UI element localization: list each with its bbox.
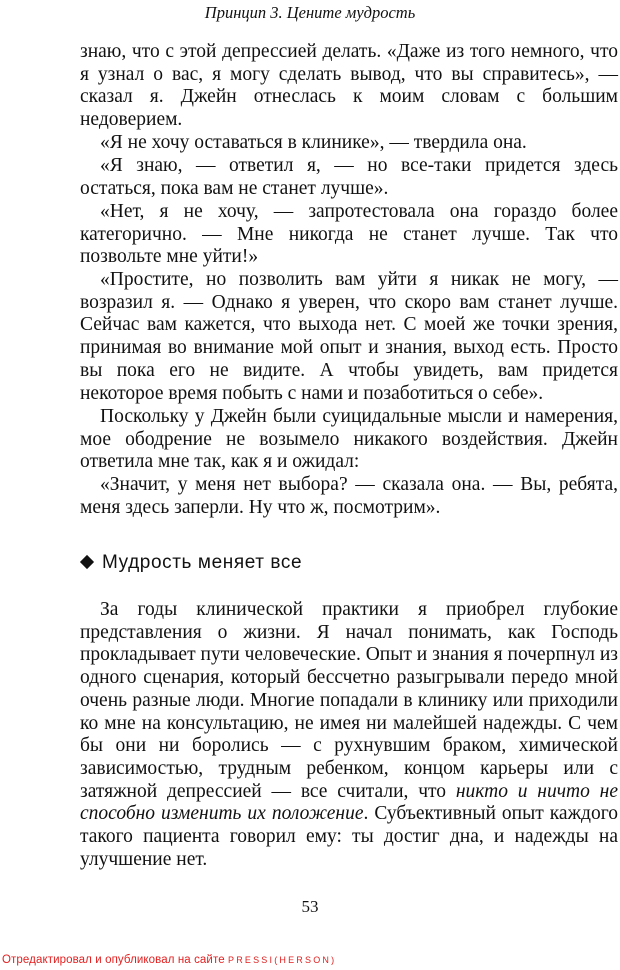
paragraph-continuation: знаю, что с этой депрессией делать. «Даже из того немного, что я узнал о вас, я могу сделать вывод, что вы справитесь», — сказал я. Джейн отнеслась к моим словам с большим недоверием. (80, 41, 618, 131)
paragraph-dialogue-5: «Значит, у меня нет выбора? — сказала она. — Вы, ребята, меня здесь заперли. Ну что ж, посмотрим». (80, 474, 618, 518)
section-paragraph (80, 599, 618, 871)
section-heading-text: Мудрость меняет все (102, 552, 303, 573)
emphasis-text: никто и ничто не способно изменить их положение (80, 780, 618, 825)
watermark (2, 954, 336, 966)
paragraph-dialogue-2: «Я знаю, — ответил я, — но все-таки придется здесь остаться, пока вам не станет лучше». (80, 155, 618, 199)
diamond-bullet-icon (80, 555, 94, 569)
paragraph-dialogue-4: «Простите, но позволить вам уйти я никак не могу, — возразил я. — Однако я уверен, что скоро вам станет лучше. Сейчас вам кажется, что выхода нет. С моей же точки зрения, принимая во внимание мой опыт и знания, выход есть. Просто вы пока его не видите. А чтобы увидеть, вам придется некоторое время побыть с нами и позаботиться о себе». (80, 269, 618, 404)
watermark-brand: PRESSI(HERSON) (228, 955, 337, 965)
paragraph-dialogue-1: «Я не хочу оставаться в клинике», — твердила она. (100, 132, 527, 153)
paragraph-dialogue-3: «Нет, я не хочу, — запротестовала она гораздо более категорично. — Мне никогда не станет лучше. Так что позвольте мне уйти!» (80, 201, 618, 268)
paragraph-narration: Поскольку у Джейн были суицидальные мысли и намерения, мое ободрение не возымело никакого воздействия. Джейн ответила мне так, как я и ожидал: (80, 406, 618, 473)
section-paragraph-ending: . Субъективный опыт каждого такого пациента говорил ему: ты достиг дна, и надежды на улучшение нет. (80, 803, 618, 870)
section-paragraph-text: За годы клинической практики я приобрел глубокие представления о жизни. Я начал понимать, как Господь прокладывает пути человеческие. Опыт и знания я почерпнул из одного сценария, который бессчетно разыгрывали передо мной очень разные люди. Многие попадали в клинику или приходили ко мне на консультацию, не имея ни малейшей надежды. С чем бы они ни боролись — с рухнувшим браком, химической зависимостью, трудным ребенком, концом карьеры или с затяжной депрессией — все считали, что (80, 599, 618, 802)
watermark-text: Отредактировал и опубликовал на сайте (2, 954, 225, 966)
page-number: 53 (301, 897, 319, 916)
running-header: Принцип 3. Цените мудрость (204, 3, 416, 22)
section-heading (80, 551, 302, 575)
